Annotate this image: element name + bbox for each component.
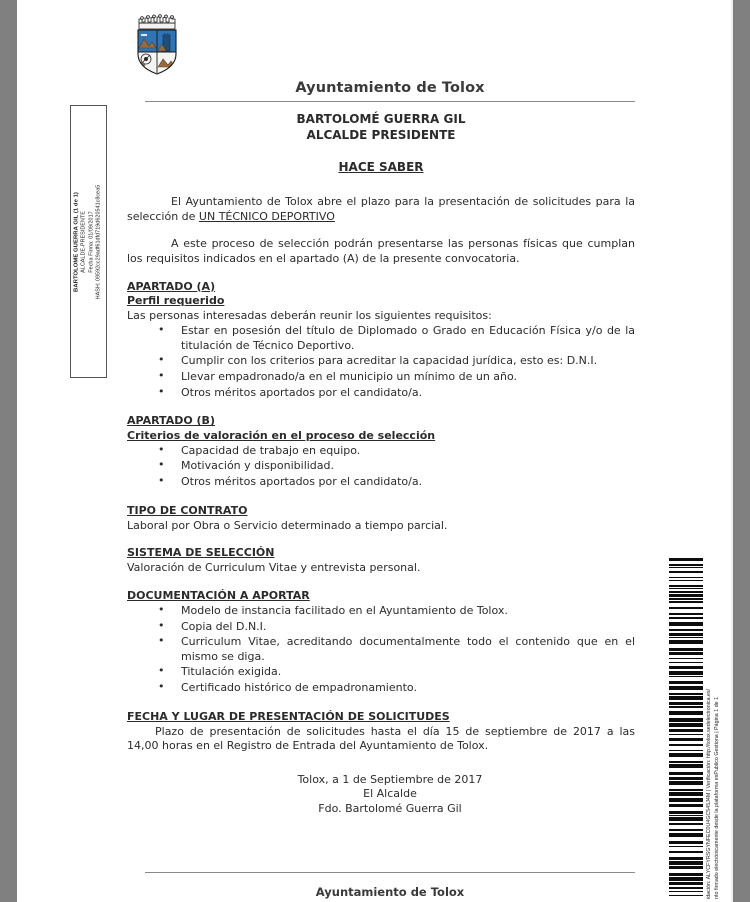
barcode-bar — [669, 666, 703, 669]
list-item: • Curriculum Vitae, acreditando documentalmente todo el contenido que en el mismo se diga. — [127, 635, 635, 664]
signature-signed-by: Fdo. Bartolomé Guerra Gil — [318, 802, 462, 816]
fecha-lugar-text: Plazo de presentación de solicitudes hasta el día 15 de septiembre de 2017 a las 14,00 horas en el Registro de Entrada del Ayuntamiento de Tolox. — [127, 724, 635, 753]
barcode-bar — [669, 798, 703, 802]
barcode-bar — [669, 789, 703, 791]
barcode-bar — [669, 585, 703, 587]
barcode-bar — [669, 815, 703, 816]
barcode-bar — [669, 891, 703, 892]
stamp-signer-role: ALCALDE-PRESIDENTE — [80, 210, 87, 273]
barcode-bar — [669, 753, 703, 757]
barcode-bar — [669, 817, 703, 821]
barcode-bar — [669, 829, 703, 831]
coat-of-arms-icon — [133, 14, 181, 76]
barcode-bar — [669, 617, 703, 619]
barcode-bar — [669, 873, 703, 876]
list-item: • Titulación exigida. — [127, 665, 635, 680]
barcode-bar — [669, 577, 703, 578]
barcode-bar — [669, 761, 703, 763]
barcode-bar — [669, 702, 703, 705]
apartado-b-list — [127, 444, 635, 490]
barcode-bar — [669, 676, 703, 677]
electronic-signature-stamp-text — [72, 109, 105, 374]
intro-text: El Ayuntamiento de Tolox abre el plazo para la presentación de solicitudes para la selección de — [127, 195, 635, 223]
barcode-bar — [669, 594, 703, 597]
verification-barcode — [669, 558, 703, 896]
list-item: • Certificado histórico de empadronamiento. — [127, 681, 635, 696]
barcode-bar — [669, 607, 703, 609]
barcode-bar — [669, 564, 703, 566]
list-item: • Cumplir con los criterios para acreditar la capacidad jurídica, esto es: D.N.I. — [127, 354, 635, 369]
barcode-bar — [669, 571, 703, 573]
barcode-bar — [669, 671, 703, 675]
barcode-bar — [669, 764, 703, 768]
section-heading-tipo-contrato: TIPO DE CONTRATO — [127, 503, 248, 517]
sistema-seleccion-text: Valoración de Curriculum Vitae y entrevista personal. — [127, 561, 421, 575]
list-item: • Otros méritos aportados por el candidato/a. — [127, 386, 635, 401]
stamp-sign-date: Fecha Firma: 01/09/2017 — [87, 210, 94, 273]
barcode-bar — [669, 588, 703, 589]
proclamation-heading: HACE SABER — [338, 160, 424, 175]
barcode-bar — [669, 738, 703, 741]
page-edge-shadow — [730, 0, 733, 902]
verification-text-block — [705, 560, 729, 900]
barcode-bar — [669, 851, 703, 853]
stamp-hash: HASH: 09592cc29adf61dfd719d620541c8cea5 — [95, 184, 102, 299]
barcode-bar — [669, 648, 703, 651]
barcode-bar — [669, 833, 703, 837]
barcode-bar — [669, 693, 703, 695]
barcode-bar — [669, 711, 703, 715]
barcode-bar — [669, 734, 703, 735]
signature-place-date: Tolox, a 1 de Septiembre de 2017 — [297, 772, 483, 786]
list-item: • Motivación y disponibilidad. — [127, 459, 635, 474]
position-title: UN TÉCNICO DEPORTIVO — [198, 209, 335, 223]
barcode-bar — [669, 861, 703, 865]
barcode-bar — [669, 750, 703, 751]
list-item: • Copia del D.N.I. — [127, 620, 635, 635]
mayor-name: BARTOLOMÉ GUERRA GIL — [296, 112, 466, 126]
barcode-bar — [669, 681, 703, 684]
documentacion-list — [127, 604, 635, 696]
stamp-signer-name: BARTOLOME GUERRA GIL (1 de 1) — [73, 191, 79, 292]
barcode-bar — [669, 633, 703, 636]
tipo-contrato-text: Laboral por Obra o Servicio determinado a tiempo parcial. — [127, 518, 448, 532]
barcode-bar — [669, 781, 703, 785]
section-heading-apartado-b: APARTADO (B) — [127, 414, 215, 428]
barcode-bar — [669, 658, 703, 659]
barcode-bar — [669, 662, 703, 663]
barcode-bar — [669, 811, 703, 814]
barcode-bar — [669, 882, 703, 885]
electronic-signature-stamp — [70, 105, 107, 378]
barcode-bar — [669, 723, 703, 727]
list-item: • Otros méritos aportados por el candidato/a. — [127, 475, 635, 490]
barcode-bar — [669, 718, 703, 722]
barcode-bar — [669, 580, 703, 581]
list-item: • Modelo de instancia facilitado en el Ayuntamiento de Tolox. — [127, 604, 635, 619]
barcode-bar — [669, 598, 703, 600]
barcode-bar — [669, 637, 703, 638]
intro-paragraph — [127, 195, 635, 224]
barcode-bar — [669, 567, 703, 568]
barcode-bar — [669, 706, 703, 708]
apartado-a-lead: Las personas interesadas deberán reunir los siguientes requisitos: — [127, 309, 492, 323]
section-heading-fecha-lugar: FECHA Y LUGAR DE PRESENTACIÓN DE SOLICITUDES — [127, 709, 450, 723]
signature-role: El Alcalde — [363, 787, 417, 801]
document-body — [127, 112, 635, 817]
barcode-bar — [669, 558, 703, 561]
list-item: • Capacidad de trabajo en equipo. — [127, 444, 635, 459]
barcode-bar — [669, 652, 703, 655]
barcode-bar — [669, 591, 703, 593]
barcode-bar — [669, 877, 703, 881]
barcode-bar — [669, 772, 703, 775]
apartado-a-list — [127, 324, 635, 400]
barcode-bar — [669, 846, 703, 847]
list-item: • Estar en posesión del título de Diplomado o Grado en Educación Física y/o de la titulación de Técnico Deportivo. — [127, 324, 635, 353]
barcode-bar — [669, 857, 703, 860]
barcode-bar — [669, 804, 703, 807]
page-title: Ayuntamiento de Tolox — [295, 80, 485, 96]
barcode-bar — [669, 841, 703, 844]
verification-line-1: idación: ALYCFYRSGYNFEC0U4GC545J4M | Verificación: http://tolox.sedelectronica.es/ — [706, 688, 712, 899]
section-heading-apartado-a: APARTADO (A) — [127, 279, 216, 293]
barcode-bar — [669, 887, 703, 889]
barcode-bar — [669, 613, 703, 615]
section-subheading-perfil-requerido: Perfil requerido — [127, 294, 225, 308]
verification-line-2: nto firmado electrónicamente desde la plataforma esPublico Gestiona | Página 1 de 1 — [713, 696, 720, 899]
list-item: • Llevar empadronado/a en el municipio un mínimo de un año. — [127, 370, 635, 385]
barcode-bar — [669, 895, 703, 896]
barcode-bar — [669, 696, 703, 700]
barcode-bar — [669, 729, 703, 732]
page-footer-title: Ayuntamiento de Tolox — [315, 885, 465, 899]
document-page — [17, 0, 733, 902]
barcode-bar — [669, 744, 703, 746]
mayor-role: ALCALDE PRESIDENTE — [306, 127, 456, 142]
barcode-bar — [669, 866, 703, 869]
barcode-bar — [669, 686, 703, 690]
section-subheading-criterios-valoracion: Criterios de valoración en el proceso de selección — [127, 429, 436, 443]
section-heading-sistema-seleccion: SISTEMA DE SELECCIÓN — [127, 546, 275, 560]
barcode-bar — [669, 601, 703, 603]
barcode-bar — [669, 823, 703, 825]
barcode-bar — [669, 622, 703, 626]
barcode-bar — [669, 640, 703, 644]
second-paragraph: A este proceso de selección podrán presentarse las personas físicas que cumplan los requisitos indicados en el apartado (A) de la presente convocatoria. — [127, 237, 635, 265]
barcode-bar — [669, 792, 703, 796]
verification-text-inner — [706, 561, 728, 899]
footer-divider — [145, 872, 635, 873]
header-divider — [145, 101, 635, 102]
section-heading-documentacion: DOCUMENTACIÓN A APORTAR — [127, 589, 310, 603]
barcode-bar — [669, 777, 703, 780]
barcode-bar — [669, 629, 703, 631]
